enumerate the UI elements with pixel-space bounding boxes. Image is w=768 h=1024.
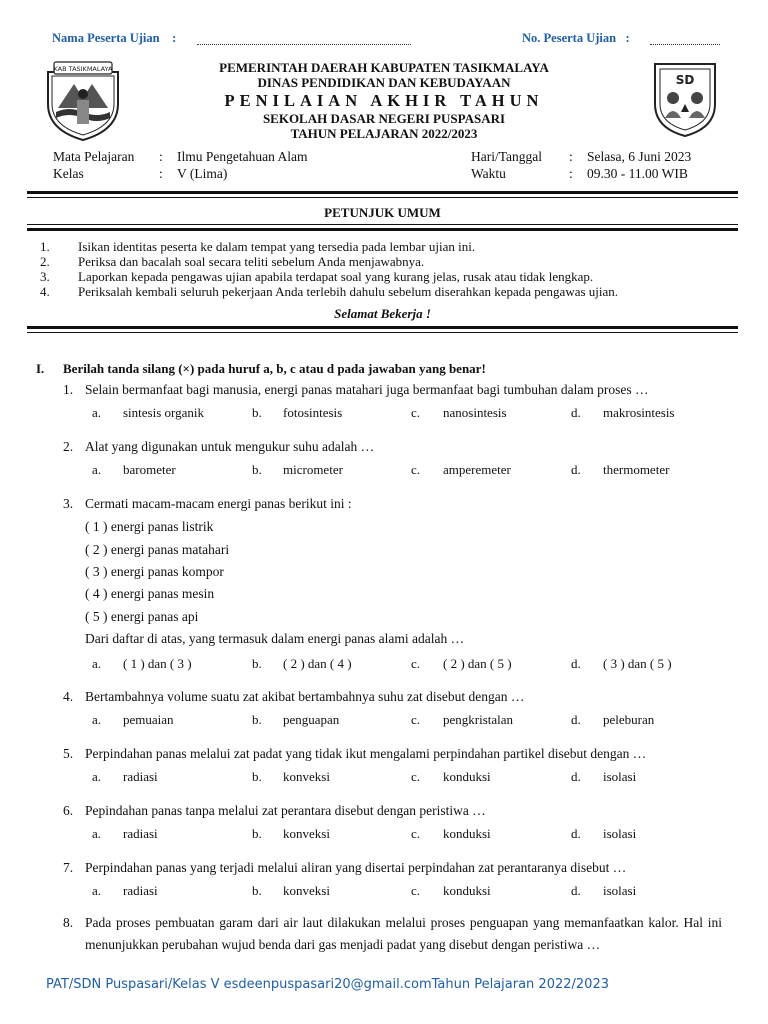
section-number: I. (36, 361, 45, 376)
class-value: V (Lima) (177, 166, 228, 181)
school-emblem-logo (651, 60, 719, 138)
question-1: 1. Selain bermanfaat bagi manusia, energi panas matahari juga bermanfaat bagi tumbuhan dalam proses … a. sintesis organik b. fotosintesis c. nanosintesis d. makrosintesis (63, 382, 675, 420)
option-d[interactable]: d. (571, 656, 581, 671)
option-text: ( 2 ) dan ( 4 ) (283, 656, 352, 671)
option-a[interactable]: a. (92, 462, 102, 477)
question-2: 2. Alat yang digunakan untuk mengukur suhu adalah … a. barometer b. micrometer c. amperemeter d. thermometer (63, 439, 670, 477)
option-text: konveksi (283, 883, 330, 898)
option-text: radiasi (123, 769, 158, 784)
emblem-left-label: KAB TASIKMALAYA (53, 65, 113, 73)
question-7: 7. Perpindahan panas yang terjadi melalui aliran yang disertai perpindahan zat perantaranya disebut … a. radiasi b. konveksi c. konduksi d. isolasi (63, 860, 637, 898)
option-d[interactable]: d. (571, 826, 581, 841)
option-text: konveksi (283, 826, 330, 841)
option-text: ( 1 ) dan ( 3 ) (123, 656, 192, 671)
option-d[interactable]: d. (571, 883, 581, 898)
option-text: thermometer (603, 462, 670, 477)
department-name: DINAS PENDIDIKAN DAN KEBUDAYAAN (257, 75, 511, 90)
option-c[interactable]: c. (411, 769, 421, 784)
option-text: ( 2 ) dan ( 5 ) (443, 656, 512, 671)
page-footer: PAT/SDN Puspasari/Kelas V esdeenpuspasari20@gmail.comTahun Pelajaran 2022/2023 (46, 977, 609, 992)
number-field[interactable] (650, 44, 720, 45)
time-value: 09.30 - 11.00 WIB (587, 166, 688, 181)
option-d[interactable]: d. (571, 405, 581, 420)
option-c[interactable]: c. (411, 462, 421, 477)
list-item: ( 3 ) energi panas kompor (85, 564, 224, 579)
list-item: ( 4 ) energi panas mesin (85, 586, 215, 601)
name-field[interactable] (197, 44, 411, 45)
option-b[interactable]: b. (252, 769, 262, 784)
date-value: Selasa, 6 Juni 2023 (587, 149, 692, 164)
option-text: fotosintesis (283, 405, 343, 420)
question-5: 5. Perpindahan panas melalui zat padat yang tidak ikut mengalami perpindahan partikel disebut dengan … a. radiasi b. konveksi c. konduksi d. isolasi (63, 746, 647, 784)
option-text: isolasi (603, 769, 637, 784)
option-text: peleburan (603, 712, 655, 727)
option-b[interactable]: b. (252, 826, 262, 841)
question-6: 6. Pepindahan panas tanpa melalui zat perantara disebut dengan peristiwa … a. radiasi b. konveksi c. konduksi d. isolasi (63, 803, 637, 841)
class-colon: : (159, 166, 163, 181)
option-text: isolasi (603, 826, 637, 841)
section-heading: Berilah tanda silang (×) pada huruf a, b, c atau d pada jawaban yang benar! (63, 361, 486, 376)
option-c[interactable]: c. (411, 656, 421, 671)
closing-greeting: Selamat Bekerja ! (334, 306, 431, 321)
divider (27, 191, 738, 194)
divider (27, 224, 738, 225)
option-b[interactable]: b. (252, 656, 262, 671)
instruction-item: 3. Laporkan kepada pengawas ujian apabila terdapat soal yang kurang jelas, rusak atau tidak lengkap. (40, 269, 594, 284)
list-item: ( 2 ) energi panas matahari (85, 542, 230, 557)
option-b[interactable]: b. (252, 883, 262, 898)
option-a[interactable]: a. (92, 883, 102, 898)
time-colon: : (569, 166, 573, 181)
option-text: sintesis organik (123, 405, 205, 420)
question-4: 4. Bertambahnya volume suatu zat akibat bertambahnya suhu zat disebut dengan … a. pemuaian b. penguapan c. pengkristalan d. peleburan (63, 689, 655, 727)
option-text: ( 3 ) dan ( 5 ) (603, 656, 672, 671)
option-a[interactable]: a. (92, 769, 102, 784)
divider (27, 326, 738, 329)
option-text: konduksi (443, 883, 491, 898)
option-a[interactable]: a. (92, 712, 102, 727)
option-text: pemuaian (123, 712, 174, 727)
option-text: radiasi (123, 826, 158, 841)
subject-colon: : (159, 149, 163, 164)
option-c[interactable]: c. (411, 405, 421, 420)
option-text: micrometer (283, 462, 343, 477)
option-d[interactable]: d. (571, 769, 581, 784)
exam-title: PENILAIAN AKHIR TAHUN (224, 91, 544, 110)
class-label: Kelas (53, 166, 84, 181)
divider (27, 332, 738, 333)
list-item: ( 1 ) energi panas listrik (85, 519, 214, 534)
option-text: makrosintesis (603, 405, 675, 420)
instructions-title: PETUNJUK UMUM (324, 205, 441, 220)
date-colon: : (569, 149, 573, 164)
government-name: PEMERINTAH DAERAH KABUPATEN TASIKMALAYA (219, 60, 549, 75)
option-a[interactable]: a. (92, 405, 102, 420)
option-c[interactable]: c. (411, 883, 421, 898)
subject-label: Mata Pelajaran (53, 149, 135, 164)
option-a[interactable]: a. (92, 826, 102, 841)
question-text: Pada proses pembuatan garam dari air laut dilakukan melalui proses penguapan yang memanfaatkan kalor. Hal ini menunjukkan perubahan wujud benda dari gas menjadi padat yang disebut dengan peristiwa … (85, 915, 722, 952)
option-text: konveksi (283, 769, 330, 784)
date-label: Hari/Tanggal (471, 149, 543, 164)
question-8: 8. Pada proses pembuatan garam dari air laut dilakukan melalui proses penguapan yang memanfaatkan kalor. Hal ini menunjukkan perubahan wujud benda dari gas menjadi padat yang disebut dengan peristiwa … (0, 915, 768, 977)
option-d[interactable]: d. (571, 462, 581, 477)
name-label: Nama Peserta Ujian : (52, 31, 177, 45)
option-text: konduksi (443, 769, 491, 784)
option-c[interactable]: c. (411, 712, 421, 727)
time-label: Waktu (471, 166, 506, 181)
option-text: penguapan (283, 712, 340, 727)
instruction-item: 2. Periksa dan bacalah soal secara teliti sebelum Anda menjawabnya. (40, 254, 425, 269)
question-followup: Dari daftar di atas, yang termasuk dalam energi panas alami adalah … (85, 631, 465, 646)
option-b[interactable]: b. (252, 462, 262, 477)
question-3: 3. Cermati macam-macam energi panas berikut ini : ( 1 ) energi panas listrik ( 2 ) energi panas matahari ( 3 ) energi panas kompor ( 4 ) energi panas mesin ( 5 ) energi panas api Dari daftar di atas, yang termasuk dalam energi panas alami adalah … a. ( 1 ) dan ( 3 ) b. ( 2 ) dan ( 4 ) c. ( 2 ) dan ( 5 ) d. ( 3 ) dan ( 5 ) (63, 496, 672, 671)
emblem-right-label: SD (675, 73, 695, 87)
option-d[interactable]: d. (571, 712, 581, 727)
instruction-item: 1. Isikan identitas peserta ke dalam tempat yang tersedia pada lembar ujian ini. (40, 239, 476, 254)
divider (27, 228, 738, 231)
option-text: amperemeter (443, 462, 511, 477)
option-b[interactable]: b. (252, 712, 262, 727)
option-text: konduksi (443, 826, 491, 841)
instruction-item: 4. Periksalah kembali seluruh pekerjaan Anda terlebih dahulu sebelum diserahkan kepada pengawas ujian. (40, 284, 619, 299)
option-text: barometer (123, 462, 176, 477)
option-text: isolasi (603, 883, 637, 898)
divider (27, 197, 738, 198)
option-c[interactable]: c. (411, 826, 421, 841)
option-b[interactable]: b. (252, 405, 262, 420)
regency-emblem-logo (44, 58, 122, 142)
number-label: No. Peserta Ujian : (522, 31, 630, 45)
list-item: ( 5 ) energi panas api (85, 609, 199, 624)
school-name: SEKOLAH DASAR NEGERI PUSPASARI (262, 111, 506, 126)
subject-value: Ilmu Pengetahuan Alam (177, 149, 308, 164)
option-a[interactable]: a. (92, 656, 102, 671)
option-text: pengkristalan (443, 712, 514, 727)
option-text: radiasi (123, 883, 158, 898)
instructions-list (40, 239, 730, 299)
school-year: TAHUN PELAJARAN 2022/2023 (290, 126, 478, 141)
option-text: nanosintesis (443, 405, 507, 420)
